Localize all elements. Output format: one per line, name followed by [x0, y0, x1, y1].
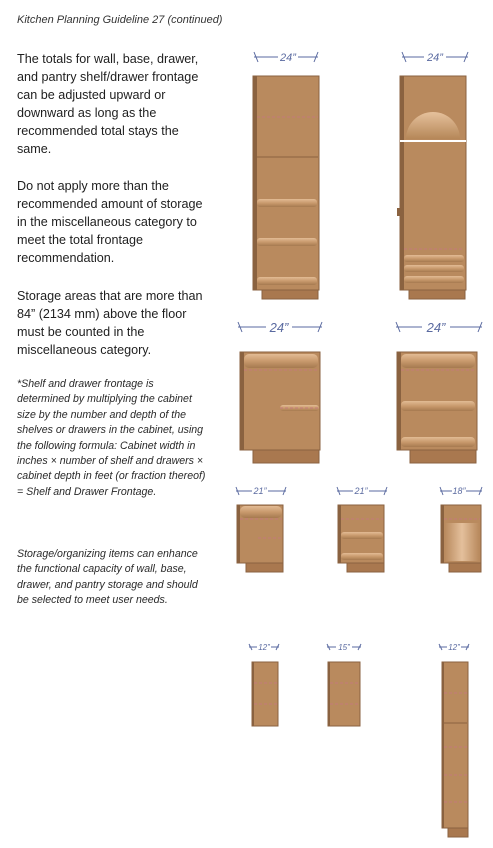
dimension-base-b: [396, 320, 482, 335]
dimension-label: 24”: [426, 320, 446, 335]
dimension-label: 12”: [448, 643, 460, 652]
dimension-label: 21”: [354, 486, 368, 496]
dimension-narrow-a: [249, 643, 279, 652]
small-cabinet-a: [236, 486, 286, 572]
base-cabinet-a: [238, 320, 322, 463]
paragraph-frontage-totals: The totals for wall, base, drawer, and pantry shelf/drawer frontage can be adjusted upward or downward as long as the recommended total stays the same.: [17, 52, 199, 156]
dimension-label: 24”: [427, 52, 443, 64]
dimension-label: 24”: [280, 52, 296, 64]
tall-cabinet-b: [397, 52, 468, 299]
narrow-cabinet-b: [327, 643, 361, 726]
dimension-label: 18”: [452, 486, 466, 496]
small-cabinet-c: [440, 486, 482, 572]
dimension-small-b: [337, 486, 387, 496]
dimension-label: 15”: [338, 643, 350, 652]
note-organizing-items: Storage/organizing items can enhance the functional capacity of wall, base, drawer, and pantry storage and should be selected to meet user needs.: [17, 548, 198, 607]
paragraph-miscellaneous-limit: Do not apply more than the recommended amount of storage in the miscellaneous category to meet the total frontage recommendation.: [17, 179, 203, 265]
page-header: Kitchen Planning Guideline 27 (continued): [17, 14, 223, 26]
dimension-label: 21”: [253, 486, 267, 496]
paragraph-high-storage: Storage areas that are more than 84” (2134 mm) above the floor must be counted in the miscellaneous category.: [17, 289, 203, 357]
dimension-tall-b: [402, 52, 468, 64]
dimension-narrow-b: [327, 643, 361, 652]
dimension-tall-a: [254, 52, 318, 64]
tall-cabinet-a: [253, 52, 319, 299]
dimension-label: 12”: [258, 643, 270, 652]
small-cabinet-b: [337, 486, 387, 572]
base-cabinet-b: [396, 320, 482, 463]
dimension-label: 24”: [269, 320, 289, 335]
dimension-base-a: [238, 320, 322, 335]
dimension-small-c: [440, 486, 482, 496]
narrow-cabinet-c: [439, 643, 469, 837]
note-frontage-formula: *Shelf and drawer frontage is determined by multiplying the cabinet size by the number and depth of the shelves or drawers in the cabinet, using the following formula: Cabinet width in inches × number of shelf and drawers × cabinet depth in feet (or fraction thereof) = Shelf and Drawer Frontage.: [17, 378, 206, 498]
dimension-small-a: [236, 486, 286, 496]
dimension-narrow-c: [439, 643, 469, 652]
narrow-cabinet-a: [249, 643, 279, 726]
